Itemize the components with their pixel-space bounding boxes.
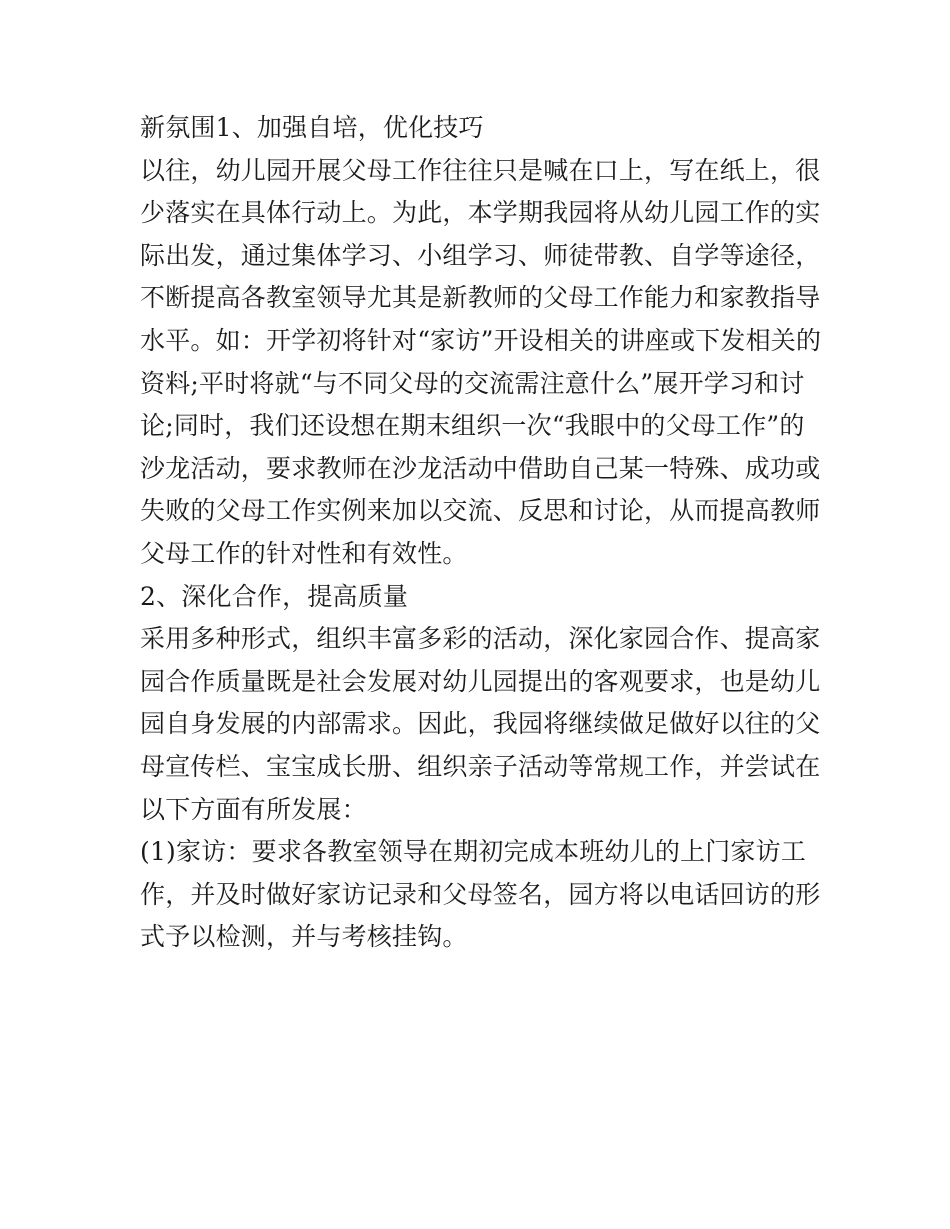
heading-line: 2、深化合作，提高质量 xyxy=(140,581,409,611)
text-line: 水平。如：开学初将针对“家访”开设相关的讲座或下发相关的 xyxy=(140,325,822,355)
text-line: 资料;平时将就“与不同父母的交流需注意什么”展开学习和讨 xyxy=(140,368,805,398)
text-line: 作，并及时做好家访记录和父母签名，园方将以电话回访的形 xyxy=(140,879,821,909)
text-line: 失败的父母工作实例来加以交流、反思和讨论，从而提高教师 xyxy=(140,496,821,526)
text-line: 论;同时，我们还设想在期末组织一次“我眼中的父母工作”的 xyxy=(140,411,805,441)
heading-line: 新氛围1、加强自培，优化技巧 xyxy=(140,113,484,142)
text-line: 以往，幼儿园开展父母工作往往只是喊在口上，写在纸上，很 xyxy=(140,155,821,185)
document-body xyxy=(140,107,820,959)
text-line: 采用多种形式，组织丰富多彩的活动，深化家园合作、提高家 xyxy=(140,624,821,654)
text-line: 母宣传栏、宝宝成长册、组织亲子活动等常规工作，并尝试在 xyxy=(140,751,821,781)
text-line: 不断提高各教室领导尤其是新教师的父母工作能力和家教指导 xyxy=(140,283,821,313)
text-line: 园合作质量既是社会发展对幼儿园提出的客观要求，也是幼儿 xyxy=(140,666,821,696)
text-line: 父母工作的针对性和有效性。 xyxy=(140,538,468,568)
text-line: 以下方面有所发展： xyxy=(140,794,367,824)
text-line: (1)家访：要求各教室领导在期初完成本班幼儿的上门家访工 xyxy=(140,837,807,867)
text-line: 式予以检测，并与考核挂钩。 xyxy=(140,922,468,952)
text-line: 际出发，通过集体学习、小组学习、师徒带教、自学等途径， xyxy=(140,240,821,270)
text-line: 园自身发展的内部需求。因此，我园将继续做足做好以往的父 xyxy=(140,709,821,739)
text-line: 沙龙活动，要求教师在沙龙活动中借助自己某一特殊、成功或 xyxy=(140,453,821,483)
text-line: 少落实在具体行动上。为此，本学期我园将从幼儿园工作的实 xyxy=(140,198,821,228)
